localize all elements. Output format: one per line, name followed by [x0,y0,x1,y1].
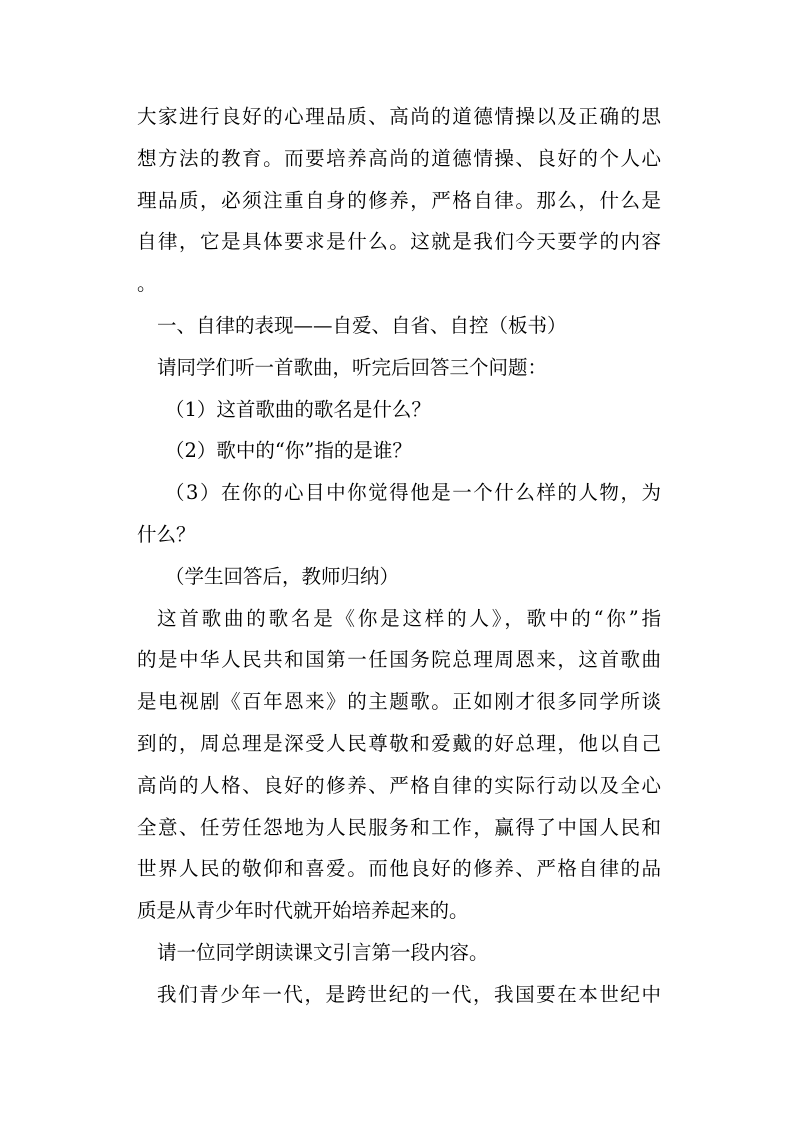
question-2: （2）歌中的“你”指的是谁？ [165,439,412,463]
text-line: 质是从青少年时代就开始培养起来的。 [137,899,469,923]
text-line: 的是中华人民共和国第一任国务院总理周恩来，这首歌曲 [137,648,661,672]
text-line: （学生回答后，教师归纳） [165,564,400,588]
text-line: 理品质，必须注重自身的修养，严格自律。那么，什么是 [137,188,661,212]
section-heading: 一、自律的表现——自爱、自省、自控（板书） [157,313,567,337]
text-line: 想方法的教育。而要培养高尚的道德情操、良好的个人心 [137,146,661,170]
text-line: 请同学们听一首歌曲，听完后回答三个问题： [157,355,548,379]
text-line: 高尚的人格、良好的修养、严格自律的实际行动以及全心 [137,773,661,797]
text-line: 到的，周总理是深受人民尊敬和爱戴的好总理，他以自己 [137,731,661,755]
question-3: （3）在你的心目中你觉得他是一个什么样的人物，为 [165,481,661,505]
text-line: 我们青少年一代，是跨世纪的一代，我国要在本世纪中 [157,982,661,1006]
text-line: 全意、任劳任怨地为人民服务和工作，赢得了中国人民和 [137,815,661,839]
text-line: 是电视剧《百年恩来》的主题歌。正如刚才很多同学所谈 [137,690,661,714]
text-line: 这首歌曲的歌名是《你是这样的人》，歌中的“你”指 [157,606,661,630]
text-line: 请一位同学朗读课文引言第一段内容。 [157,940,489,964]
text-line: 自律，它是具体要求是什么。这就是我们今天要学的内容 [137,230,661,254]
document-body [137,96,661,1016]
text-line: 什么？ [137,522,196,546]
question-1: （1）这首歌曲的歌名是什么？ [165,397,431,421]
text-line: 大家进行良好的心理品质、高尚的道德情操以及正确的思 [137,105,661,128]
text-line: 。 [137,272,157,296]
text-line: 世界人民的敬仰和喜爱。而他良好的修养、严格自律的品 [137,857,661,881]
